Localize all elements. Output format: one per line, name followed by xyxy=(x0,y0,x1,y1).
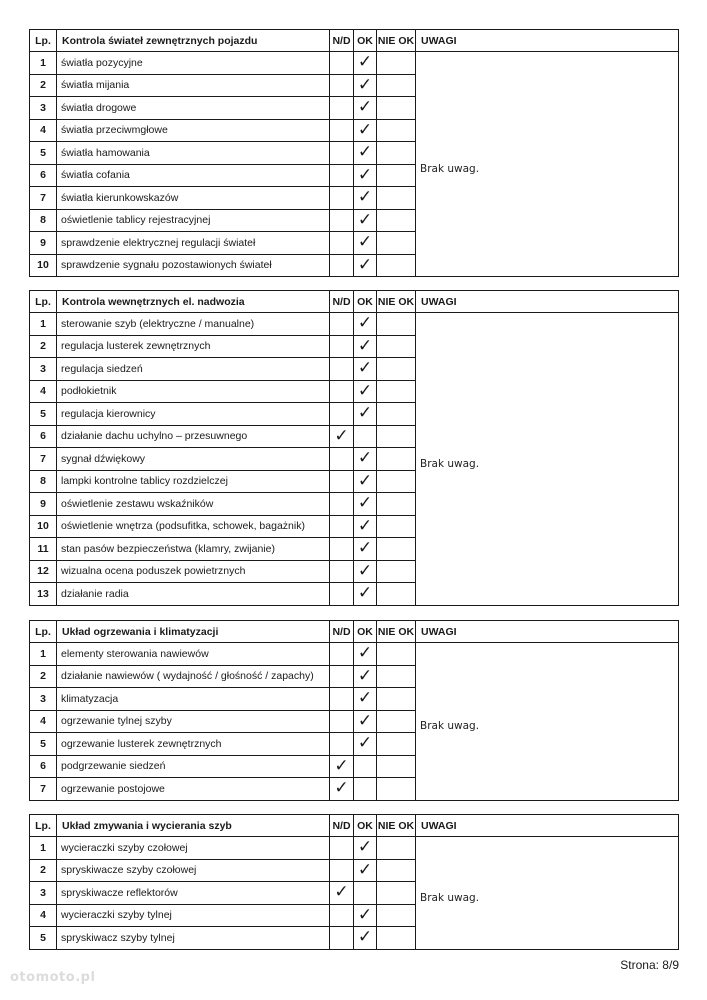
status-cell-nd xyxy=(330,313,354,336)
status-cell-ok xyxy=(354,882,377,905)
status-cell-ok xyxy=(354,313,377,336)
checkmark-icon: ✓ xyxy=(357,688,373,709)
status-cell-nd xyxy=(330,837,354,860)
header-ok: OK xyxy=(354,291,377,313)
watermark: otomoto.pl xyxy=(10,970,96,985)
header-lp: Lp. xyxy=(30,291,57,313)
status-cell-nd xyxy=(330,927,354,950)
item-number: 6 xyxy=(30,755,57,778)
table-row xyxy=(30,837,679,860)
checkmark-icon: ✓ xyxy=(357,358,373,379)
table-row xyxy=(30,643,679,666)
header-nie-ok: NIE OK xyxy=(377,30,416,52)
status-cell-nie-ok xyxy=(377,470,416,493)
item-number: 7 xyxy=(30,778,57,801)
checklist-table-4 xyxy=(29,814,679,950)
header-lp: Lp. xyxy=(30,30,57,52)
item-label: podgrzewanie siedzeń xyxy=(57,755,330,778)
status-cell-nd xyxy=(330,142,354,165)
status-cell-ok xyxy=(354,448,377,471)
item-number: 5 xyxy=(30,142,57,165)
status-cell-nie-ok xyxy=(377,643,416,666)
item-label: spryskiwacze reflektorów xyxy=(57,882,330,905)
status-cell-nie-ok xyxy=(377,560,416,583)
item-label: światła cofania xyxy=(57,164,330,187)
item-label: wycieraczki szyby czołowej xyxy=(57,837,330,860)
status-cell-nie-ok xyxy=(377,710,416,733)
item-label: klimatyzacja xyxy=(57,688,330,711)
item-number: 2 xyxy=(30,859,57,882)
status-cell-ok xyxy=(354,358,377,381)
checkmark-icon: ✓ xyxy=(357,119,373,140)
item-number: 6 xyxy=(30,164,57,187)
checkmark-icon: ✓ xyxy=(357,515,373,536)
table-row xyxy=(30,52,679,75)
item-label: światła pozycyjne xyxy=(57,52,330,75)
status-cell-ok xyxy=(354,927,377,950)
item-number: 3 xyxy=(30,882,57,905)
status-cell-ok xyxy=(354,209,377,232)
item-label: sterowanie szyb (elektryczne / manualne) xyxy=(57,313,330,336)
item-label: stan pasów bezpieczeństwa (klamry, zwijanie) xyxy=(57,538,330,561)
item-number: 10 xyxy=(30,254,57,277)
status-cell-nie-ok xyxy=(377,74,416,97)
checkmark-icon: ✓ xyxy=(357,209,373,230)
item-number: 3 xyxy=(30,358,57,381)
status-cell-ok xyxy=(354,164,377,187)
item-label: ogrzewanie lusterek zewnętrznych xyxy=(57,733,330,756)
status-cell-ok xyxy=(354,52,377,75)
item-label: lampki kontrolne tablicy rozdzielczej xyxy=(57,470,330,493)
status-cell-nie-ok xyxy=(377,97,416,120)
item-label: ogrzewanie postojowe xyxy=(57,778,330,801)
item-number: 4 xyxy=(30,380,57,403)
header-ok: OK xyxy=(354,815,377,837)
table-row xyxy=(30,313,679,336)
item-number: 7 xyxy=(30,448,57,471)
status-cell-ok xyxy=(354,142,377,165)
status-cell-nd xyxy=(330,232,354,255)
item-number: 1 xyxy=(30,313,57,336)
checkmark-icon: ✓ xyxy=(357,164,373,185)
item-number: 1 xyxy=(30,837,57,860)
item-number: 3 xyxy=(30,97,57,120)
checkmark-icon: ✓ xyxy=(357,837,373,858)
status-cell-nie-ok xyxy=(377,688,416,711)
checkmark-icon: ✓ xyxy=(334,425,349,446)
status-cell-nd xyxy=(330,859,354,882)
status-cell-nd xyxy=(330,97,354,120)
status-cell-nd xyxy=(330,904,354,927)
checkmark-icon: ✓ xyxy=(357,470,373,491)
header-ok: OK xyxy=(354,30,377,52)
status-cell-nie-ok xyxy=(377,665,416,688)
item-number: 4 xyxy=(30,119,57,142)
status-cell-ok xyxy=(354,733,377,756)
item-number: 1 xyxy=(30,52,57,75)
status-cell-nd xyxy=(330,254,354,277)
status-cell-nd xyxy=(330,52,354,75)
status-cell-nie-ok xyxy=(377,142,416,165)
item-label: podłokietnik xyxy=(57,380,330,403)
status-cell-nie-ok xyxy=(377,733,416,756)
status-cell-nd xyxy=(330,74,354,97)
checkmark-icon: ✓ xyxy=(357,493,373,514)
status-cell-ok xyxy=(354,688,377,711)
status-cell-nie-ok xyxy=(377,755,416,778)
checkmark-icon: ✓ xyxy=(357,733,373,754)
status-cell-ok xyxy=(354,560,377,583)
item-label: wizualna ocena poduszek powietrznych xyxy=(57,560,330,583)
header-nie-ok: NIE OK xyxy=(377,291,416,313)
status-cell-nie-ok xyxy=(377,335,416,358)
status-cell-ok xyxy=(354,119,377,142)
item-label: światła drogowe xyxy=(57,97,330,120)
item-number: 5 xyxy=(30,927,57,950)
status-cell-nie-ok xyxy=(377,515,416,538)
status-cell-nie-ok xyxy=(377,254,416,277)
status-cell-ok xyxy=(354,515,377,538)
checkmark-icon: ✓ xyxy=(357,254,373,275)
header-nd: N/D xyxy=(330,621,354,643)
checkmark-icon: ✓ xyxy=(357,710,373,731)
status-cell-nie-ok xyxy=(377,232,416,255)
checkmark-icon: ✓ xyxy=(357,560,373,581)
remarks-cell: Brak uwag. xyxy=(416,837,679,950)
header-nd: N/D xyxy=(330,30,354,52)
header-lp: Lp. xyxy=(30,815,57,837)
item-label: sprawdzenie elektrycznej regulacji świateł xyxy=(57,232,330,255)
checkmark-icon: ✓ xyxy=(357,904,373,925)
table-header-row xyxy=(30,621,679,643)
status-cell-nie-ok xyxy=(377,778,416,801)
status-cell-nd xyxy=(330,425,354,448)
item-number: 8 xyxy=(30,470,57,493)
status-cell-ok xyxy=(354,859,377,882)
status-cell-nd xyxy=(330,778,354,801)
status-cell-nie-ok xyxy=(377,538,416,561)
item-label: światła hamowania xyxy=(57,142,330,165)
status-cell-nd xyxy=(330,380,354,403)
header-nd: N/D xyxy=(330,291,354,313)
status-cell-ok xyxy=(354,904,377,927)
checkmark-icon: ✓ xyxy=(334,778,349,799)
status-cell-nd xyxy=(330,643,354,666)
item-label: elementy sterowania nawiewów xyxy=(57,643,330,666)
item-label: oświetlenie zestawu wskaźników xyxy=(57,493,330,516)
status-cell-ok xyxy=(354,538,377,561)
status-cell-nd xyxy=(330,164,354,187)
status-cell-nd xyxy=(330,448,354,471)
header-lp: Lp. xyxy=(30,621,57,643)
status-cell-ok xyxy=(354,710,377,733)
status-cell-nd xyxy=(330,755,354,778)
checkmark-icon: ✓ xyxy=(357,232,373,253)
status-cell-ok xyxy=(354,335,377,358)
status-cell-ok xyxy=(354,74,377,97)
status-cell-nd xyxy=(330,688,354,711)
status-cell-nie-ok xyxy=(377,119,416,142)
status-cell-nie-ok xyxy=(377,927,416,950)
item-label: światła mijania xyxy=(57,74,330,97)
checklist-table-2 xyxy=(29,290,679,606)
status-cell-nie-ok xyxy=(377,187,416,210)
item-label: spryskiwacz szyby tylnej xyxy=(57,927,330,950)
item-number: 2 xyxy=(30,74,57,97)
remarks-cell: Brak uwag. xyxy=(416,52,679,277)
header-uwagi: UWAGI xyxy=(416,30,679,52)
status-cell-nd xyxy=(330,560,354,583)
status-cell-nd xyxy=(330,733,354,756)
item-label: regulacja kierownicy xyxy=(57,403,330,426)
item-label: regulacja lusterek zewnętrznych xyxy=(57,335,330,358)
item-label: wycieraczki szyby tylnej xyxy=(57,904,330,927)
item-label: ogrzewanie tylnej szyby xyxy=(57,710,330,733)
checkmark-icon: ✓ xyxy=(357,583,373,604)
status-cell-ok xyxy=(354,643,377,666)
checkmark-icon: ✓ xyxy=(357,52,373,73)
item-label: działanie dachu uchylno – przesuwnego xyxy=(57,425,330,448)
status-cell-ok xyxy=(354,755,377,778)
status-cell-ok xyxy=(354,254,377,277)
item-number: 9 xyxy=(30,493,57,516)
status-cell-nd xyxy=(330,209,354,232)
status-cell-ok xyxy=(354,583,377,606)
status-cell-nie-ok xyxy=(377,837,416,860)
item-number: 2 xyxy=(30,335,57,358)
checkmark-icon: ✓ xyxy=(357,448,373,469)
status-cell-nie-ok xyxy=(377,313,416,336)
status-cell-ok xyxy=(354,665,377,688)
status-cell-ok xyxy=(354,380,377,403)
status-cell-nie-ok xyxy=(377,425,416,448)
status-cell-nie-ok xyxy=(377,52,416,75)
section-title: Układ zmywania i wycierania szyb xyxy=(57,815,330,837)
item-number: 11 xyxy=(30,538,57,561)
checkmark-icon: ✓ xyxy=(357,403,373,424)
item-number: 9 xyxy=(30,232,57,255)
checkmark-icon: ✓ xyxy=(334,882,349,903)
item-label: sprawdzenie sygnału pozostawionych świateł xyxy=(57,254,330,277)
item-number: 4 xyxy=(30,710,57,733)
header-uwagi: UWAGI xyxy=(416,621,679,643)
status-cell-ok xyxy=(354,778,377,801)
header-nie-ok: NIE OK xyxy=(377,815,416,837)
status-cell-nie-ok xyxy=(377,904,416,927)
item-number: 7 xyxy=(30,187,57,210)
item-label: światła kierunkowskazów xyxy=(57,187,330,210)
item-number: 3 xyxy=(30,688,57,711)
remarks-cell: Brak uwag. xyxy=(416,643,679,801)
status-cell-nd xyxy=(330,515,354,538)
status-cell-nie-ok xyxy=(377,209,416,232)
item-number: 5 xyxy=(30,403,57,426)
item-label: spryskiwacze szyby czołowej xyxy=(57,859,330,882)
checklist-table-3 xyxy=(29,620,679,801)
item-number: 8 xyxy=(30,209,57,232)
status-cell-nie-ok xyxy=(377,859,416,882)
status-cell-nd xyxy=(330,882,354,905)
status-cell-nie-ok xyxy=(377,358,416,381)
status-cell-nd xyxy=(330,665,354,688)
status-cell-nd xyxy=(330,119,354,142)
status-cell-nie-ok xyxy=(377,164,416,187)
status-cell-nie-ok xyxy=(377,403,416,426)
header-uwagi: UWAGI xyxy=(416,291,679,313)
item-label: działanie nawiewów ( wydajność / głośność / zapachy) xyxy=(57,665,330,688)
status-cell-nd xyxy=(330,335,354,358)
item-label: oświetlenie tablicy rejestracyjnej xyxy=(57,209,330,232)
table-header-row xyxy=(30,815,679,837)
header-nie-ok: NIE OK xyxy=(377,621,416,643)
status-cell-ok xyxy=(354,425,377,448)
status-cell-nie-ok xyxy=(377,583,416,606)
item-label: sygnał dźwiękowy xyxy=(57,448,330,471)
status-cell-nd xyxy=(330,710,354,733)
checkmark-icon: ✓ xyxy=(357,142,373,163)
status-cell-ok xyxy=(354,493,377,516)
status-cell-ok xyxy=(354,403,377,426)
section-title: Kontrola świateł zewnętrznych pojazdu xyxy=(57,30,330,52)
checkmark-icon: ✓ xyxy=(357,335,373,356)
status-cell-nie-ok xyxy=(377,882,416,905)
item-number: 10 xyxy=(30,515,57,538)
status-cell-ok xyxy=(354,232,377,255)
status-cell-nd xyxy=(330,403,354,426)
status-cell-nie-ok xyxy=(377,493,416,516)
status-cell-nd xyxy=(330,358,354,381)
checkmark-icon: ✓ xyxy=(357,665,373,686)
status-cell-ok xyxy=(354,187,377,210)
table-header-row xyxy=(30,30,679,52)
status-cell-nd xyxy=(330,493,354,516)
checkmark-icon: ✓ xyxy=(357,313,373,334)
section-title: Kontrola wewnętrznych el. nadwozia xyxy=(57,291,330,313)
item-number: 2 xyxy=(30,665,57,688)
status-cell-nd xyxy=(330,470,354,493)
status-cell-ok xyxy=(354,837,377,860)
header-ok: OK xyxy=(354,621,377,643)
checkmark-icon: ✓ xyxy=(357,643,373,664)
item-label: oświetlenie wnętrza (podsufitka, schowek, bagażnik) xyxy=(57,515,330,538)
item-label: światła przeciwmgłowe xyxy=(57,119,330,142)
checkmark-icon: ✓ xyxy=(357,380,373,401)
checkmark-icon: ✓ xyxy=(357,538,373,559)
status-cell-nd xyxy=(330,538,354,561)
status-cell-nie-ok xyxy=(377,380,416,403)
checkmark-icon: ✓ xyxy=(334,755,349,776)
checkmark-icon: ✓ xyxy=(357,927,373,948)
status-cell-nie-ok xyxy=(377,448,416,471)
table-header-row xyxy=(30,291,679,313)
item-number: 1 xyxy=(30,643,57,666)
status-cell-nd xyxy=(330,187,354,210)
status-cell-nd xyxy=(330,583,354,606)
header-nd: N/D xyxy=(330,815,354,837)
checklist-table-1 xyxy=(29,29,679,277)
item-number: 5 xyxy=(30,733,57,756)
checkmark-icon: ✓ xyxy=(357,859,373,880)
item-label: regulacja siedzeń xyxy=(57,358,330,381)
status-cell-ok xyxy=(354,470,377,493)
checkmark-icon: ✓ xyxy=(357,74,373,95)
checkmark-icon: ✓ xyxy=(357,187,373,208)
section-title: Układ ogrzewania i klimatyzacji xyxy=(57,621,330,643)
checkmark-icon: ✓ xyxy=(357,97,373,118)
remarks-cell: Brak uwag. xyxy=(416,313,679,606)
status-cell-ok xyxy=(354,97,377,120)
header-uwagi: UWAGI xyxy=(416,815,679,837)
item-number: 12 xyxy=(30,560,57,583)
item-number: 4 xyxy=(30,904,57,927)
page-number: Strona: 8/9 xyxy=(620,958,679,972)
item-number: 6 xyxy=(30,425,57,448)
item-number: 13 xyxy=(30,583,57,606)
item-label: działanie radia xyxy=(57,583,330,606)
